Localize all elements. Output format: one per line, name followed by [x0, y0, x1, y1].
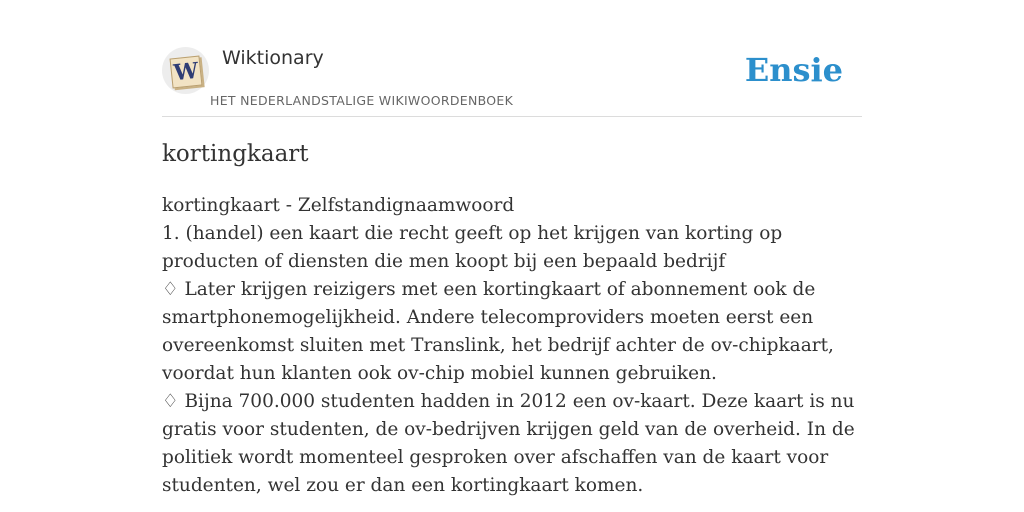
example-sentence: ♢ Bijna 700.000 studenten hadden in 2012 een ov-kaart. Deze kaart is nu gratis voor studenten, de ov-bedrijven krijgen geld van de overheid. In de politiek wordt momenteel gesproken over afschaffen van de kaart voor studenten, wel zou er dan een kortingkaart komen. — [162, 391, 855, 496]
entry-title: kortingkaart — [162, 141, 309, 167]
source-header — [162, 40, 862, 117]
logo-tile: W — [170, 56, 203, 89]
source-subtitle: HET NEDERLANDSTALIGE WIKIWOORDENBOEK — [210, 93, 514, 108]
source-name: Wiktionary — [222, 47, 324, 69]
wiktionary-logo-icon — [162, 47, 209, 94]
definition: 1. (handel) een kaart die recht geeft op het krijgen van korting op producten of diensten die men koopt bij een bepaald bedrijf — [162, 223, 783, 272]
ensie-brand-logo[interactable]: Ensie — [744, 51, 843, 89]
example-sentence: ♢ Later krijgen reizigers met een kortingkaart of abonnement ook de smartphonemogelijkheid. Andere telecomproviders moeten eerst een overeenkomst sluiten met Translink, het bedrijf achter de ov-chipkaart, voordat hun klanten ook ov-chip mobiel kunnen gebruiken. — [162, 279, 834, 384]
word-class-line: kortingkaart - Zelfstandignaamwoord — [162, 195, 515, 216]
entry-body — [162, 192, 862, 500]
